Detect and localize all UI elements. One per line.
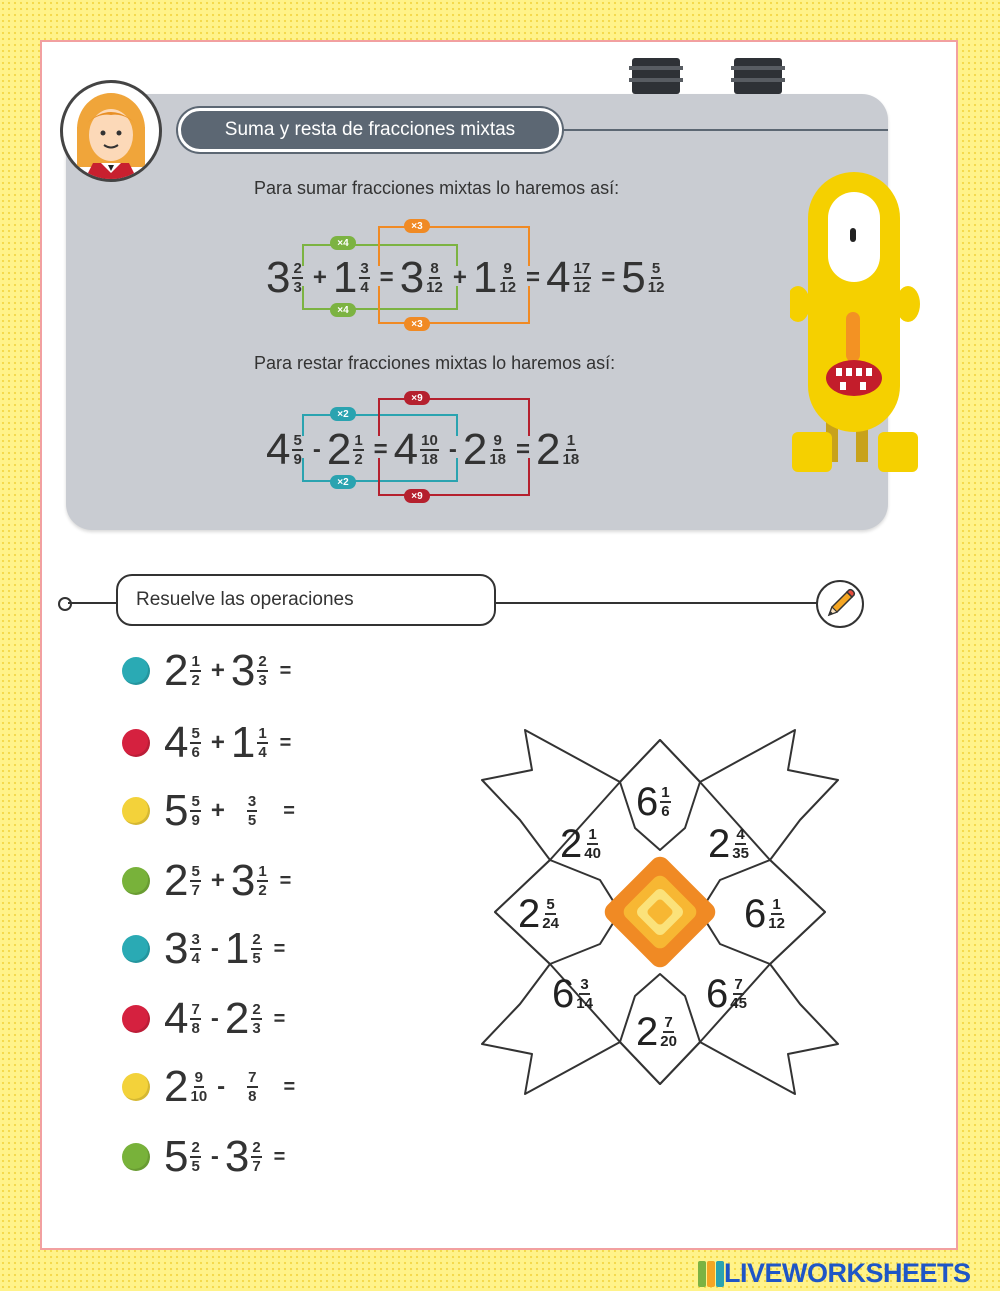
fraction: $\frac{10}{18}$	[421, 432, 438, 468]
whole-number: 4	[164, 994, 189, 1043]
liveworksheets-logo	[698, 1258, 971, 1289]
section-line-right	[494, 602, 818, 604]
fraction: $\frac{17}{12}$	[573, 260, 591, 296]
multiplier-tag: ×4	[330, 303, 356, 317]
fraction: $\frac{2}{3}$	[252, 1001, 261, 1037]
color-dot[interactable]	[122, 1073, 150, 1101]
fraction: $\frac{9}{12}$	[499, 260, 517, 296]
exercise-row-1	[122, 646, 291, 696]
operator: +	[210, 657, 225, 684]
operator: -	[217, 1073, 226, 1100]
whole-number: 3	[224, 1132, 250, 1181]
operator: -	[210, 1005, 219, 1032]
fraction: $\frac{9}{18}$	[489, 432, 507, 468]
whole-number: 4	[393, 425, 419, 474]
equals-sign: =	[279, 659, 292, 682]
color-dot[interactable]	[122, 657, 150, 685]
puzzle-piece-lower-right[interactable]: 6 $\frac{7}{45}$	[706, 972, 747, 1016]
multiplier-tag: ×3	[404, 219, 430, 233]
yellow-monster-illustration	[790, 172, 920, 487]
whole-number: 5	[164, 1132, 189, 1181]
operator: +	[210, 797, 225, 824]
operator: +	[312, 264, 327, 291]
equals-sign: =	[279, 731, 292, 754]
brand-name: LIVEWORKSHEETS	[724, 1258, 971, 1288]
equals-sign: =	[283, 1075, 296, 1098]
puzzle-piece-top[interactable]: 6 $\frac{1}{6}$	[636, 780, 670, 824]
operator: +	[452, 264, 467, 291]
fraction: $\frac{1}{18}$	[562, 432, 580, 468]
exercise-row-4	[122, 856, 291, 906]
equals-sign: =	[283, 799, 295, 822]
operator: =	[526, 264, 541, 291]
fraction: $\frac{5}{9}$	[191, 793, 200, 829]
whole-number: 2	[462, 425, 488, 474]
liveworksheets-logo-icon	[698, 1261, 724, 1287]
fraction: $\frac{8}{12}$	[426, 260, 443, 296]
multiplier-tag: ×9	[404, 391, 430, 405]
whole-number: 5	[164, 786, 189, 835]
puzzle-piece-left[interactable]: 2 $\frac{5}{24}$	[518, 892, 559, 936]
fraction: $\frac{3}{5}$	[247, 793, 257, 829]
operator: -	[210, 935, 219, 962]
whole-number: 3	[266, 253, 291, 302]
equals-sign: =	[273, 937, 286, 960]
fraction: $\frac{5}{7}$	[191, 863, 200, 899]
puzzle-piece-upper-left[interactable]: 2 $\frac{1}{40}$	[560, 822, 601, 866]
fraction: $\frac{2}{3}$	[258, 653, 267, 689]
fraction: $\frac{5}{6}$	[191, 725, 200, 761]
operator: =	[516, 436, 531, 463]
whole-number: 3	[164, 924, 189, 973]
operator: -	[448, 436, 457, 463]
operator: =	[601, 264, 616, 291]
fraction: $\frac{3}{4}$	[360, 260, 369, 296]
operator: +	[210, 867, 225, 894]
whole-number: 5	[621, 253, 646, 302]
fraction: $\frac{9}{10}$	[190, 1069, 208, 1105]
color-dot[interactable]	[122, 797, 150, 825]
operator: -	[312, 436, 321, 463]
whole-number: 2	[326, 425, 352, 474]
fraction: $\frac{1}{4}$	[258, 725, 267, 761]
subtraction-example-equation	[266, 425, 583, 474]
fraction: $\frac{2}{3}$	[293, 260, 302, 296]
section-line-start-dot	[58, 597, 72, 611]
whole-number: 4	[546, 253, 571, 302]
equals-sign: =	[273, 1145, 286, 1168]
binder-clip-right	[734, 58, 782, 94]
whole-number: 1	[230, 718, 256, 767]
section-line-left	[68, 602, 118, 604]
whole-number: 3	[230, 856, 256, 905]
puzzle-piece-bottom[interactable]: 2 $\frac{7}{20}$	[636, 1010, 677, 1054]
fraction: $\frac{2}{5}$	[252, 931, 261, 967]
fraction: $\frac{1}{2}$	[354, 432, 363, 468]
exercise-row-2	[122, 718, 291, 768]
fraction: $\frac{5}{12}$	[647, 260, 665, 296]
color-dot[interactable]	[122, 935, 150, 963]
binder-clip-left	[632, 58, 680, 94]
page-title: Suma y resta de fracciones mixtas	[178, 108, 562, 152]
subtraction-caption: Para restar fracciones mixtas lo haremos así:	[254, 353, 616, 373]
whole-number: 2	[164, 856, 189, 905]
exercise-row-3	[122, 786, 295, 836]
puzzle-piece-upper-right[interactable]: 2 $\frac{4}{35}$	[708, 822, 749, 866]
fraction: $\frac{2}{5}$	[191, 1139, 200, 1175]
operator: =	[379, 264, 394, 291]
whole-number: 4	[266, 425, 291, 474]
puzzle-piece-lower-left[interactable]: 6 $\frac{3}{14}$	[552, 972, 593, 1016]
exercise-row-7	[122, 1062, 295, 1112]
fraction: $\frac{7}{8}$	[191, 1001, 200, 1037]
fraction: $\frac{3}{4}$	[191, 931, 200, 967]
multiplier-tag: ×2	[330, 475, 356, 489]
multiplier-tag: ×9	[404, 489, 430, 503]
color-dot[interactable]	[122, 1005, 150, 1033]
multiplier-tag: ×2	[330, 407, 356, 421]
whole-number: 4	[164, 718, 189, 767]
fraction: $\frac{5}{9}$	[293, 432, 302, 468]
whole-number: 2	[536, 425, 561, 474]
operator: -	[210, 1143, 219, 1170]
section-title: Resuelve las operaciones	[116, 574, 496, 626]
equals-sign: =	[279, 869, 292, 892]
fraction: $\frac{1}{2}$	[258, 863, 267, 899]
teacher-avatar	[60, 80, 162, 182]
whole-number: 2	[164, 646, 189, 695]
operator: +	[210, 729, 225, 756]
puzzle-piece-right[interactable]: 6 $\frac{1}{12}$	[744, 892, 785, 936]
exercise-row-8	[122, 1132, 285, 1182]
equals-sign: =	[273, 1007, 286, 1030]
fraction: $\frac{2}{7}$	[252, 1139, 261, 1175]
color-dot[interactable]	[122, 729, 150, 757]
title-underline	[560, 129, 888, 131]
whole-number: 2	[164, 1062, 189, 1111]
whole-number: 1	[332, 253, 358, 302]
fraction: $\frac{7}{8}$	[248, 1069, 257, 1105]
pencil-icon	[816, 580, 864, 628]
addition-example-equation	[266, 253, 668, 302]
addition-caption: Para sumar fracciones mixtas lo haremos así:	[254, 178, 620, 198]
whole-number: 2	[224, 994, 250, 1043]
whole-number: 1	[224, 924, 250, 973]
color-dot[interactable]	[122, 867, 150, 895]
whole-number: 3	[230, 646, 256, 695]
whole-number: 3	[399, 253, 425, 302]
exercise-row-6	[122, 994, 285, 1044]
operator: =	[373, 436, 388, 463]
color-dot[interactable]	[122, 1143, 150, 1171]
exercise-row-5	[122, 924, 285, 974]
multiplier-tag: ×4	[330, 236, 356, 250]
whole-number: 1	[472, 253, 498, 302]
multiplier-tag: ×3	[404, 317, 430, 331]
fraction: $\frac{1}{2}$	[191, 653, 200, 689]
